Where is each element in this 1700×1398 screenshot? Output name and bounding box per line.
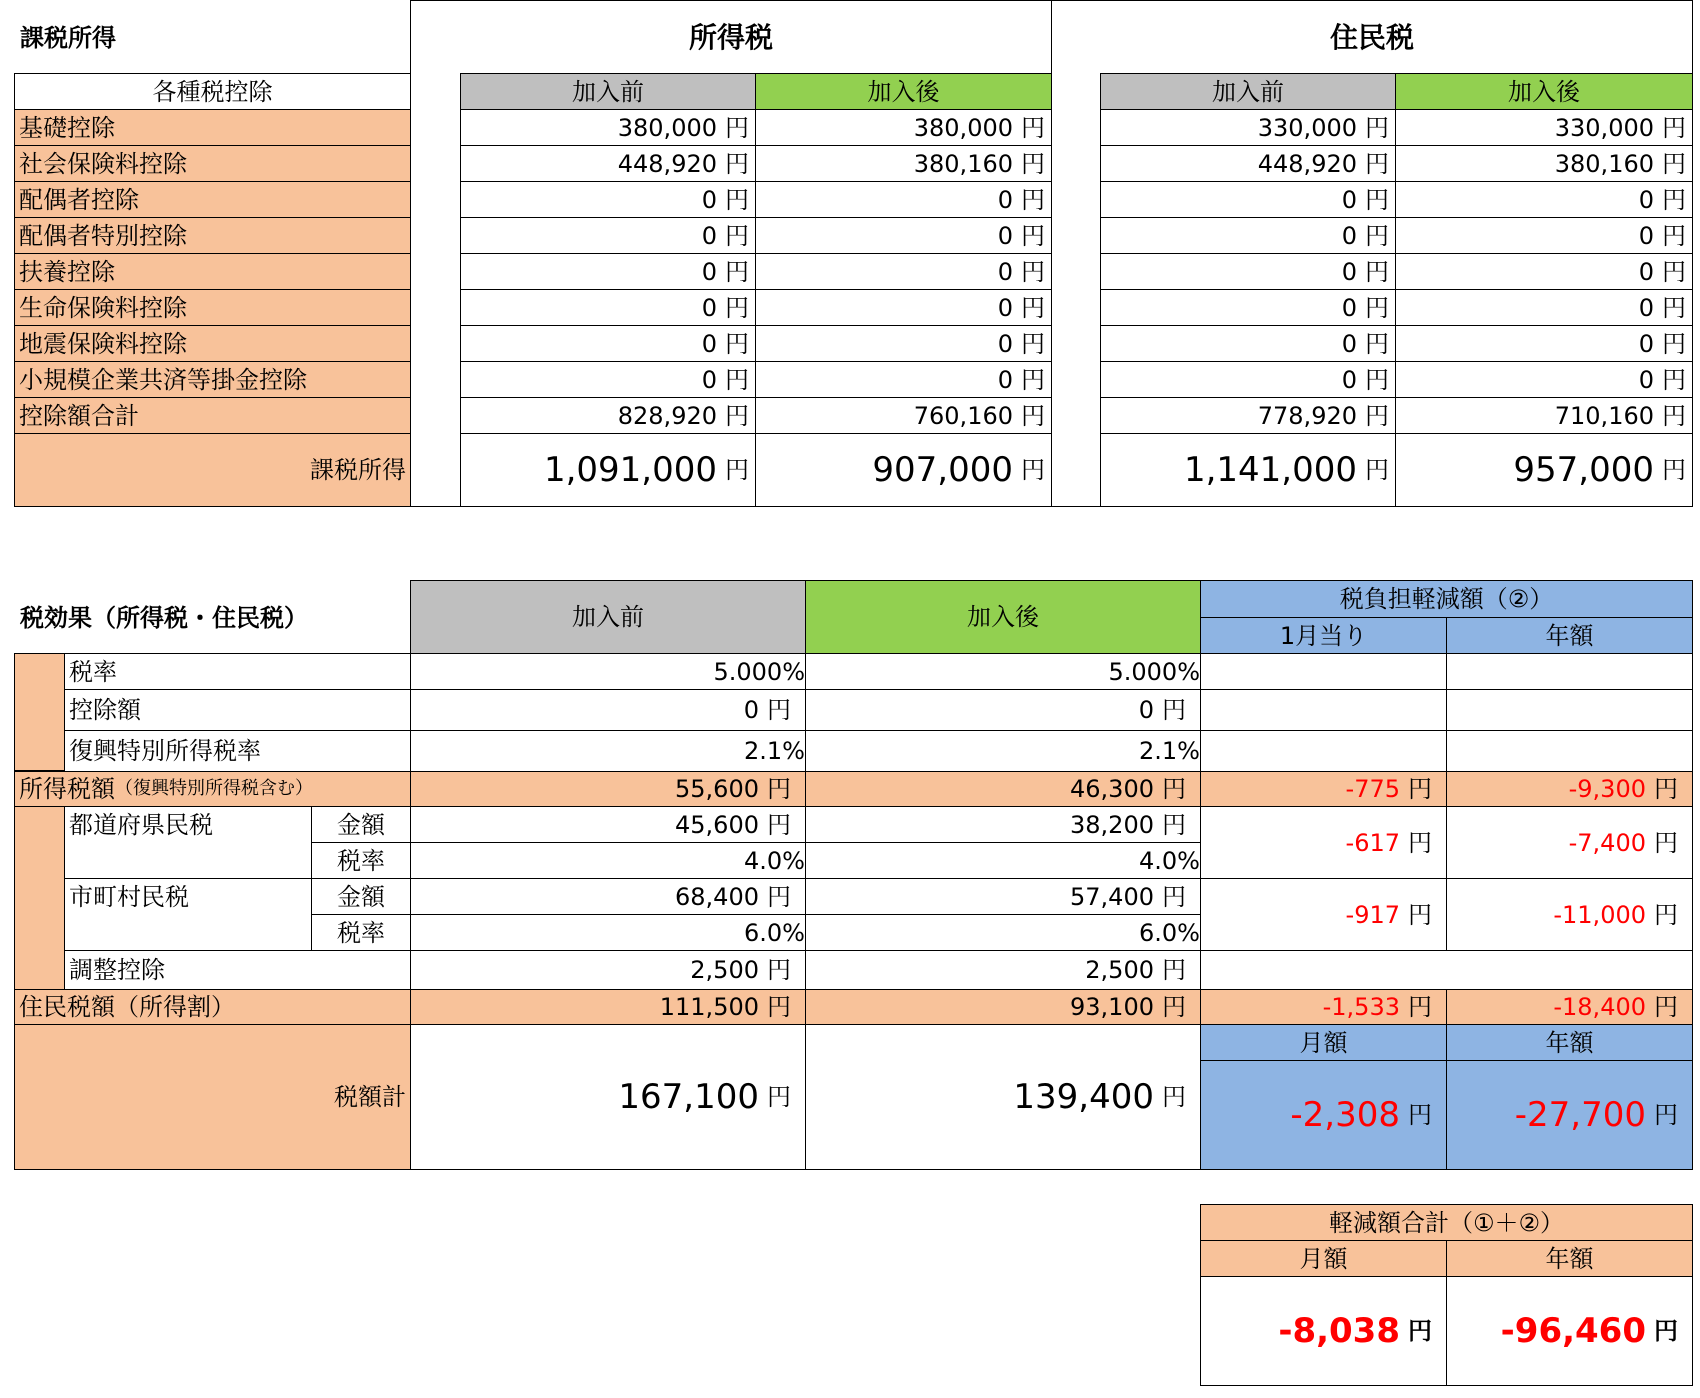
deduction-rt-before: 0 円 <box>1100 325 1396 362</box>
prefectural-rate-before: 4.0% <box>410 842 806 879</box>
deduction-rt-after: 330,000 円 <box>1395 109 1693 146</box>
empty-cell <box>1200 730 1447 772</box>
resident-tax-after: 93,100 円 <box>805 989 1201 1025</box>
it-before-header: 加入前 <box>460 73 756 110</box>
income-tax-annual: -9,300 円 <box>1446 771 1693 807</box>
deduction-rt-before: 0 円 <box>1100 361 1396 398</box>
total-reduction-annual: -27,700 円 <box>1446 1060 1693 1170</box>
s2-after-header: 加入後 <box>805 580 1201 654</box>
tax-rate-before: 5.000% <box>410 653 806 690</box>
empty-cell <box>1200 689 1447 731</box>
prefectural-amount-label: 金額 <box>311 806 411 843</box>
taxable-it-after: 907,000 円 <box>755 433 1052 507</box>
deduction-row-label: 配偶者特別控除 <box>14 217 411 254</box>
reduction-header: 税負担軽減額（②） <box>1200 580 1693 618</box>
taxable-rt-after: 957,000 円 <box>1395 433 1693 507</box>
resident-tax-monthly: -1,533 円 <box>1200 989 1447 1025</box>
resident-tax-header: 住民税 <box>1051 0 1693 74</box>
income-tax-monthly: -775 円 <box>1200 771 1447 807</box>
it-after-header: 加入後 <box>755 73 1052 110</box>
adjustment-before: 2,500 円 <box>410 950 806 990</box>
deduction-rt-after: 0 円 <box>1395 253 1693 290</box>
deduction-rt-before: 0 円 <box>1100 289 1396 326</box>
deduction-row-label: 生命保険料控除 <box>14 289 411 326</box>
deduction-it-after: 0 円 <box>755 217 1052 254</box>
taxable-income-label: 課税所得 <box>14 433 411 507</box>
deduction-rt-after: 0 円 <box>1395 289 1693 326</box>
deduction-it-after: 0 円 <box>755 253 1052 290</box>
deduction-it-after: 0 円 <box>755 361 1052 398</box>
taxable-rt-before: 1,141,000 円 <box>1100 433 1396 507</box>
deductions-header: 各種税控除 <box>14 73 411 110</box>
total-reduction-monthly: -2,308 円 <box>1200 1060 1447 1170</box>
municipal-annual: -11,000 円 <box>1446 878 1693 951</box>
total-year-header: 年額 <box>1446 1024 1693 1061</box>
deduction-before: 0 円 <box>410 689 806 731</box>
resident-tax-before: 111,500 円 <box>410 989 806 1025</box>
deduction-rt-before: 330,000 円 <box>1100 109 1396 146</box>
prefectural-rate-after: 4.0% <box>805 842 1201 879</box>
resident-tax-strip <box>14 806 65 990</box>
grand-annual: -96,460 円 <box>1446 1276 1693 1386</box>
s2-before-header: 加入前 <box>410 580 806 654</box>
municipal-label: 市町村民税 <box>64 878 312 951</box>
municipal-rate-after: 6.0% <box>805 914 1201 951</box>
municipal-rate-before: 6.0% <box>410 914 806 951</box>
resident-tax-label: 住民税額（所得割） <box>14 989 411 1025</box>
municipal-amount-label: 金額 <box>311 878 411 915</box>
prefectural-amount-after: 38,200 円 <box>805 806 1201 843</box>
deduction-rt-after: 380,160 円 <box>1395 145 1693 182</box>
total-tax-label: 税額計 <box>14 1024 411 1170</box>
prefectural-monthly: -617 円 <box>1200 806 1447 879</box>
prefectural-amount-before: 45,600 円 <box>410 806 806 843</box>
taxable-it-before: 1,091,000 円 <box>460 433 756 507</box>
deduction-it-before: 380,000 円 <box>460 109 756 146</box>
annual-header: 年額 <box>1446 617 1693 654</box>
deduction-it-before: 448,920 円 <box>460 145 756 182</box>
deduction-rt-after: 0 円 <box>1395 217 1693 254</box>
section2-title: 税効果（所得税・住民税） <box>20 604 308 632</box>
deduction-it-after: 380,000 円 <box>755 109 1052 146</box>
deduction-rt-before: 778,920 円 <box>1100 397 1396 434</box>
municipal-rate-label: 税率 <box>311 914 411 951</box>
deduction-it-before: 0 円 <box>460 253 756 290</box>
reconstruction-rate-before: 2.1% <box>410 730 806 772</box>
rt-after-header: 加入後 <box>1395 73 1693 110</box>
deduction-it-after: 0 円 <box>755 325 1052 362</box>
per-month-header: 1月当り <box>1200 617 1447 654</box>
deduction-rt-before: 0 円 <box>1100 181 1396 218</box>
tax-rate-label: 税率 <box>64 653 411 690</box>
deduction-it-before: 828,920 円 <box>460 397 756 434</box>
municipal-amount-before: 68,400 円 <box>410 878 806 915</box>
deduction-it-after: 380,160 円 <box>755 145 1052 182</box>
grand-year-header: 年額 <box>1446 1240 1693 1277</box>
income-tax-label: 所得税額 （復興特別所得税含む） <box>14 771 411 807</box>
deduction-it-before: 0 円 <box>460 325 756 362</box>
prefectural-rate-label: 税率 <box>311 842 411 879</box>
deduction-row-label: 控除額合計 <box>14 397 411 434</box>
reconstruction-rate-label: 復興特別所得税率 <box>64 730 411 772</box>
deduction-it-after: 760,160 円 <box>755 397 1052 434</box>
deduction-it-before: 0 円 <box>460 217 756 254</box>
deduction-row-label: 配偶者控除 <box>14 181 411 218</box>
income-tax-after: 46,300 円 <box>805 771 1201 807</box>
rt-before-header: 加入前 <box>1100 73 1396 110</box>
adjustment-after: 2,500 円 <box>805 950 1201 990</box>
municipal-monthly: -917 円 <box>1200 878 1447 951</box>
section1-title: 課税所得 <box>20 24 116 52</box>
deduction-rt-before: 448,920 円 <box>1100 145 1396 182</box>
total-tax-before: 167,100 円 <box>410 1024 806 1170</box>
empty-cell <box>1200 950 1693 990</box>
total-month-header: 月額 <box>1200 1024 1447 1061</box>
deduction-row-label: 地震保険料控除 <box>14 325 411 362</box>
deduction-rt-before: 0 円 <box>1100 217 1396 254</box>
income-tax-header: 所得税 <box>410 0 1052 74</box>
deduction-it-before: 0 円 <box>460 361 756 398</box>
total-reduction-header: 軽減額合計（①＋②） <box>1200 1204 1693 1241</box>
grand-monthly: -8,038 円 <box>1200 1276 1447 1386</box>
deduction-rt-after: 0 円 <box>1395 361 1693 398</box>
prefectural-annual: -7,400 円 <box>1446 806 1693 879</box>
adjustment-label: 調整控除 <box>64 950 411 990</box>
deduction-rt-after: 0 円 <box>1395 181 1693 218</box>
deduction-it-after: 0 円 <box>755 181 1052 218</box>
empty-cell <box>1200 653 1447 690</box>
deduction-label: 控除額 <box>64 689 411 731</box>
deduction-row-label: 社会保険料控除 <box>14 145 411 182</box>
income-tax-strip <box>14 653 65 771</box>
municipal-amount-after: 57,400 円 <box>805 878 1201 915</box>
empty-cell <box>1446 730 1693 772</box>
deduction-row-label: 基礎控除 <box>14 109 411 146</box>
empty-cell <box>1446 653 1693 690</box>
deduction-rt-before: 0 円 <box>1100 253 1396 290</box>
grand-month-header: 月額 <box>1200 1240 1447 1277</box>
deduction-it-before: 0 円 <box>460 289 756 326</box>
deduction-after: 0 円 <box>805 689 1201 731</box>
empty-cell <box>1446 689 1693 731</box>
prefectural-label: 都道府県民税 <box>64 806 312 879</box>
deduction-it-before: 0 円 <box>460 181 756 218</box>
deduction-it-after: 0 円 <box>755 289 1052 326</box>
deduction-rt-after: 0 円 <box>1395 325 1693 362</box>
resident-tax-annual: -18,400 円 <box>1446 989 1693 1025</box>
tax-rate-after: 5.000% <box>805 653 1201 690</box>
reconstruction-rate-after: 2.1% <box>805 730 1201 772</box>
deduction-rt-after: 710,160 円 <box>1395 397 1693 434</box>
deduction-row-label: 扶養控除 <box>14 253 411 290</box>
income-tax-before: 55,600 円 <box>410 771 806 807</box>
total-tax-after: 139,400 円 <box>805 1024 1201 1170</box>
deduction-row-label: 小規模企業共済等掛金控除 <box>14 361 411 398</box>
